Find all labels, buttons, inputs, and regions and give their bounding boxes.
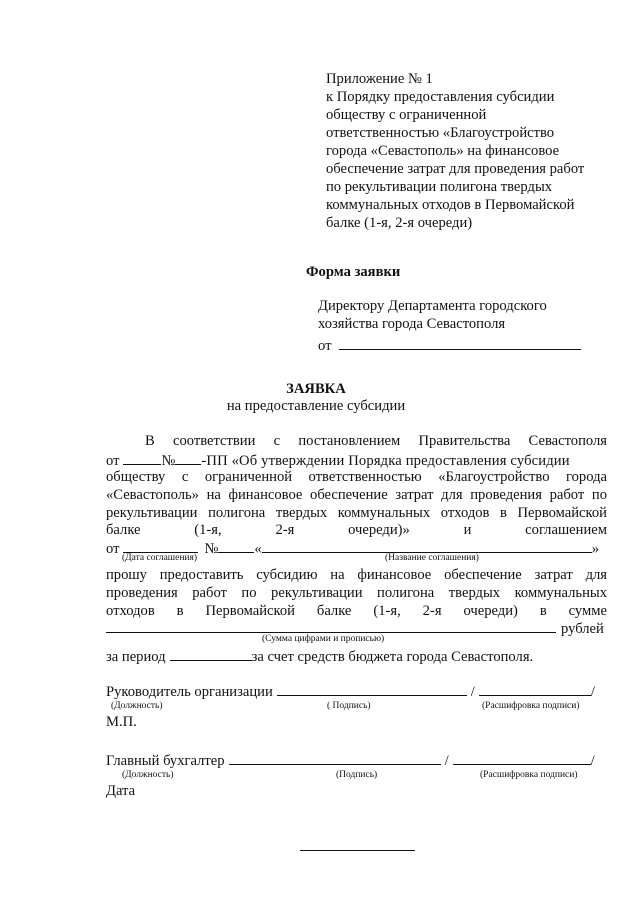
p2-line-3: отходов в Первомайской балке (1-я, 2-я очереди) в сумме	[106, 603, 607, 619]
period-label: за период	[106, 649, 166, 665]
caption-position: (Должность)	[122, 770, 174, 780]
caption-sum: (Сумма цифрами и прописью)	[262, 634, 385, 644]
p1-line-6: балке (1-я, 2-я очереди)» и соглашением	[106, 522, 607, 538]
addressee-from-row	[318, 335, 581, 355]
p1-line-3: обществу с ограниченной ответственностью «Благоустройство города	[106, 469, 607, 485]
application-subtitle: на предоставление субсидии	[226, 398, 406, 414]
decree-number-field[interactable]	[175, 450, 201, 465]
caption-agreement-date: (Дата соглашения)	[122, 553, 198, 563]
appendix-block	[326, 70, 584, 232]
rubles-label: рублей	[561, 621, 604, 637]
closing-divider	[300, 850, 415, 851]
p2-line-1: прошу предоставить субсидию на финансовое обеспечение затрат для	[106, 567, 607, 583]
appendix-line: города «Севастополь» на финансовое	[326, 143, 560, 159]
head-signature-field[interactable]	[277, 681, 467, 696]
addressee-line: хозяйства города Севастополя	[318, 316, 506, 332]
from-label: от	[318, 338, 332, 354]
slash: /	[590, 684, 595, 700]
open-quote: «	[254, 541, 262, 557]
addressee-line: Директору Департамента городского	[318, 298, 547, 314]
appendix-line: коммунальных отходов в Первомайской	[326, 197, 575, 213]
appendix-line: балке (1-я, 2-я очереди)	[326, 215, 473, 231]
period-field[interactable]	[170, 646, 252, 661]
addressee-block	[318, 297, 581, 355]
slash: /	[590, 753, 595, 769]
caption-decoding: (Расшифровка подписи)	[480, 770, 578, 780]
period-row	[106, 646, 533, 666]
accountant-label: Главный бухгалтер	[106, 753, 225, 769]
application-title: ЗАЯВКА	[286, 381, 346, 397]
agreement-name-field[interactable]	[262, 538, 592, 553]
p2-line-2: проведения работ по рекультивации полигона твердых коммунальных	[106, 585, 607, 601]
slash: /	[470, 684, 475, 700]
appendix-line: Приложение № 1	[326, 71, 433, 87]
form-title: Форма заявки	[306, 264, 401, 280]
appendix-line: обеспечение затрат для проведения работ	[326, 161, 585, 177]
p1-line-5: рекультивации полигона твердых коммунальных отходов в Первомайской	[106, 505, 607, 521]
caption-agreement-name: (Название соглашения)	[385, 553, 479, 563]
head-decoding-field[interactable]	[479, 681, 591, 696]
stamp-label: М.П.	[106, 714, 137, 730]
decree-number-label: №	[161, 453, 176, 469]
appendix-line: обществу с ограниченной	[326, 107, 487, 123]
appendix-line: по рекультивации полигона твердых	[326, 179, 553, 195]
caption-position: (Должность)	[111, 701, 163, 711]
caption-signature: ( Подпись)	[327, 701, 371, 711]
agreement-number-label: №	[204, 541, 219, 557]
slash: /	[444, 753, 449, 769]
p1-line-2	[106, 450, 607, 470]
p1-line-1: В соответствии с постановлением Правительства Севастополя	[145, 433, 607, 449]
head-signature-row	[106, 681, 595, 701]
accountant-signature-row	[106, 750, 595, 770]
agreement-date-field[interactable]	[123, 538, 198, 553]
head-label: Руководитель организации	[106, 684, 273, 700]
appendix-line: к Порядку предоставления субсидии	[326, 89, 555, 105]
accountant-signature-field[interactable]	[229, 750, 441, 765]
agreement-from-label: от	[106, 541, 120, 557]
close-quote: »	[591, 541, 600, 557]
decree-date-field[interactable]	[123, 450, 161, 465]
caption-signature: (Подпись)	[336, 770, 378, 780]
sum-field[interactable]	[106, 618, 556, 633]
p1-line-4: «Севастополь» на финансовое обеспечение затрат для проведения работ по	[106, 487, 607, 503]
accountant-decoding-field[interactable]	[453, 750, 591, 765]
period-tail: за счет средств бюджета города Севастополя.	[251, 649, 534, 665]
caption-decoding: (Расшифровка подписи)	[482, 701, 580, 711]
date-label: Дата	[106, 783, 136, 799]
agreement-number-field[interactable]	[218, 538, 254, 553]
from-field[interactable]	[339, 335, 581, 350]
decree-from-label: от	[106, 453, 120, 469]
appendix-line: ответственностью «Благоустройство	[326, 125, 555, 141]
decree-text: -ПП «Об утверждении Порядка предоставления субсидии	[201, 453, 570, 469]
